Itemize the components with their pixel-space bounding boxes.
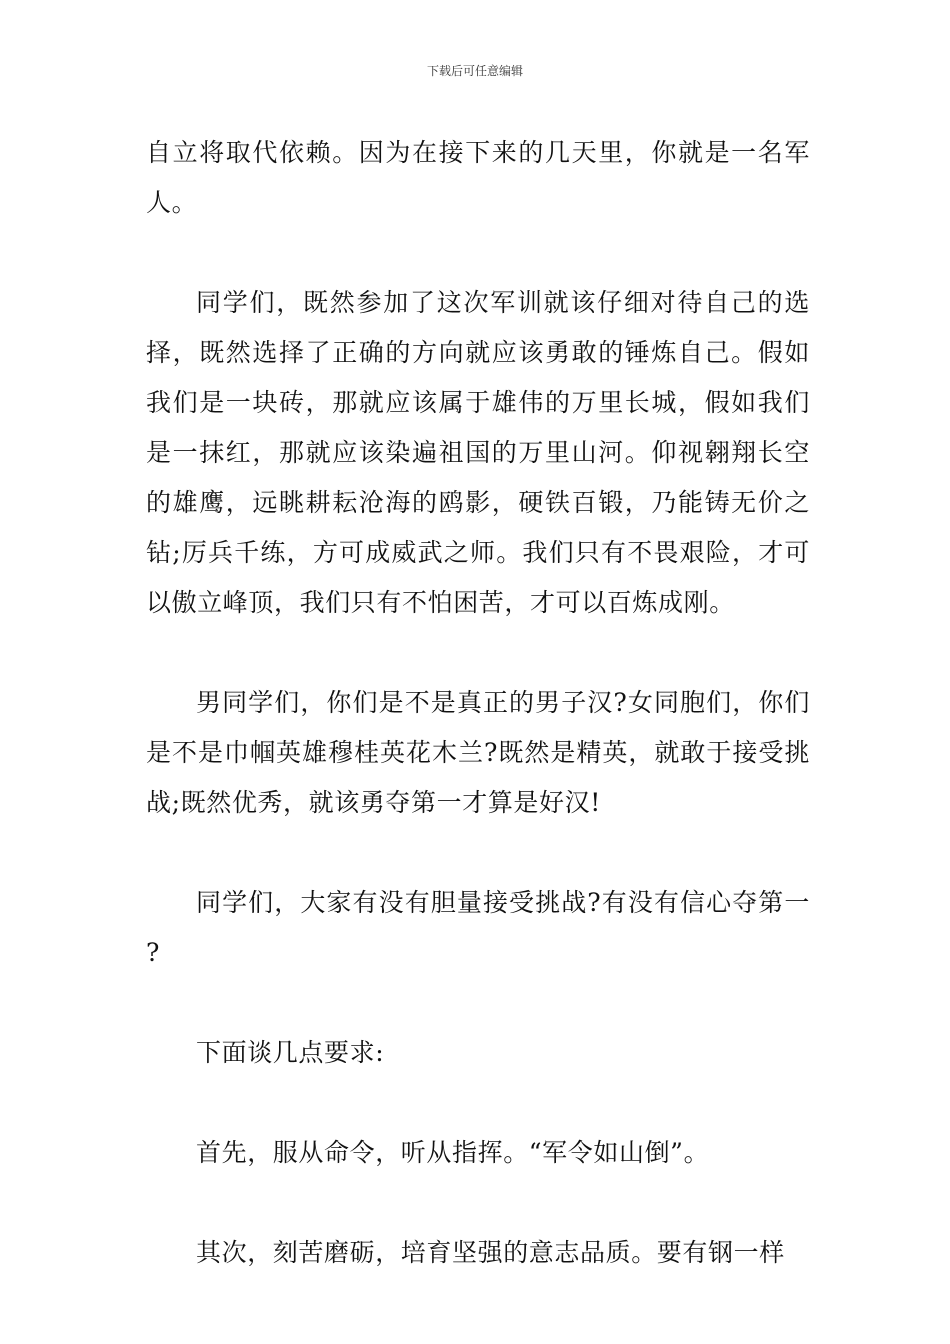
paragraph-6: 首先，服从命令，听从指挥。“军令如山倒”。 — [196, 1138, 710, 1167]
paragraph-2: 同学们，既然参加了这次军训就该仔细对待自己的选择，既然选择了正确的方向就应该勇敢的锤炼自己。假如我们是一块砖，那就应该属于雄伟的万里长城，假如我们是一抹红，那就应该染遍祖国的万里山河。仰视翱翔长空的雄鹰，远眺耕耘沧海的鸥影，硬铁百锻，乃能铸无价之钻;厉兵千练，方可成威武之师。我们只有不畏艰险，才可以傲立峰顶，我们只有不怕困苦，才可以百炼成刚。 — [146, 288, 810, 617]
paragraph-5: 下面谈几点要求: — [196, 1038, 385, 1067]
paragraph-7: 其次，刻苦磨砺，培育坚强的意志品质。要有钢一样 — [196, 1238, 785, 1267]
page-header: 下载后可任意编辑 — [426, 64, 523, 78]
paragraph-1: 自立将取代依赖。因为在接下来的几天里，你就是一名军人。 — [146, 138, 810, 217]
paragraph-4: 同学们，大家有没有胆量接受挑战?有没有信心夺第一? — [146, 888, 810, 967]
paragraph-3: 男同学们，你们是不是真正的男子汉?女同胞们，你们是不是巾帼英雄穆桂英花木兰?既然是精英，就敢于接受挑战;既然优秀，就该勇夺第一才算是好汉! — [146, 688, 810, 817]
document-body — [146, 128, 810, 1278]
